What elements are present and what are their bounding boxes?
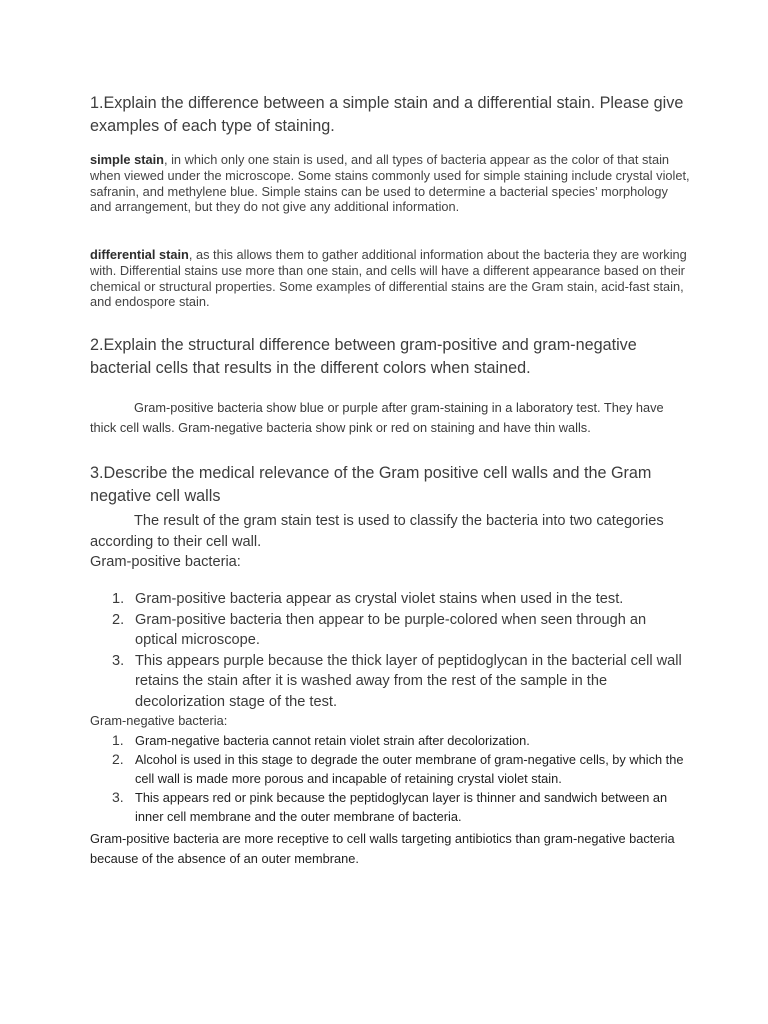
gram-positive-label: Gram-positive bacteria: (90, 554, 241, 570)
list-number: 3. (112, 652, 125, 669)
question-2-answer: Gram-positive bacteria show blue or purple after gram-staining in a laboratory test. They have thick cell walls. Gram-negative bacteria show pink or red on staining and have thin walls. (90, 400, 664, 435)
list-item (90, 589, 690, 610)
question-3-heading: 3.Describe the medical relevance of the Gram positive cell walls and the Gram negative cell walls (90, 464, 652, 505)
simple-stain-text: , in which only one stain is used, and all types of bacteria appear as the color of that stain when viewed under the microscope. Some stains commonly used for simple staining include crystal violet, safranin, and methylene blue. Simple stains can be used to determine a bacterial species’ morphology and arrangement, but they do not give any additional information. (90, 152, 690, 215)
list-item (90, 788, 690, 826)
simple-stain-paragraph (90, 152, 690, 215)
gram-positive-list (90, 589, 690, 712)
question-2-heading: 2.Explain the structural difference between gram-positive and gram-negative bacterial cells that results in the different colors when stained. (90, 336, 637, 377)
list-number: 1. (112, 591, 125, 607)
list-item (90, 731, 690, 750)
gram-negative-label-row (90, 711, 690, 731)
list-item (90, 651, 690, 713)
simple-stain-term: simple stain (90, 152, 164, 167)
list-number: 1. (112, 732, 124, 748)
list-number: 2. (112, 611, 125, 628)
differential-stain-paragraph (90, 247, 690, 310)
list-item-text: Gram-positive bacteria appear as crystal violet stains when used in the test. (135, 591, 624, 607)
gram-negative-label: Gram-negative bacteria: (90, 713, 228, 728)
gram-negative-list (90, 731, 690, 826)
list-item (90, 610, 690, 651)
list-item-text: Alcohol is used in this stage to degrade the outer membrane of gram-negative cells, by which the cell wall is made more porous and incapable of retaining crystal violet stain. (135, 752, 684, 786)
list-item-text: This appears red or pink because the peptidoglycan layer is thinner and sandwich between an inner cell membrane and the outer membrane of bacteria. (135, 790, 668, 824)
list-number: 2. (112, 751, 124, 767)
list-item-text: Gram-negative bacteria cannot retain violet strain after decolorization. (135, 733, 530, 748)
list-item (90, 750, 690, 788)
question-3-intro: The result of the gram stain test is used to classify the bacteria into two categories according to their cell wall. (90, 513, 664, 550)
list-item-text: This appears purple because the thick layer of peptidoglycan in the bacterial cell wall retains the stain after it is washed away from the rest of the sample in the decolorization stage of the test. (135, 652, 682, 710)
differential-stain-text: , as this allows them to gather additional information about the bacteria they are working with. Differential stains use more than one stain, and cells will have a different appearance based on their chemical or structural properties. Some examples of differential stains are the Gram stain, acid-fast stain, and endospore stain. (90, 247, 687, 310)
list-number: 3. (112, 789, 124, 805)
differential-stain-term: differential stain (90, 247, 189, 262)
conclusion-paragraph: Gram-positive bacteria are more receptive to cell walls targeting antibiotics than gram-negative bacteria because of the absence of an outer membrane. (90, 831, 675, 866)
question-1-heading: 1.Explain the difference between a simple stain and a differential stain. Please give examples of each type of staining. (90, 94, 684, 135)
list-item-text: Gram-positive bacteria then appear to be purple-colored when seen through an optical microscope. (135, 611, 647, 648)
